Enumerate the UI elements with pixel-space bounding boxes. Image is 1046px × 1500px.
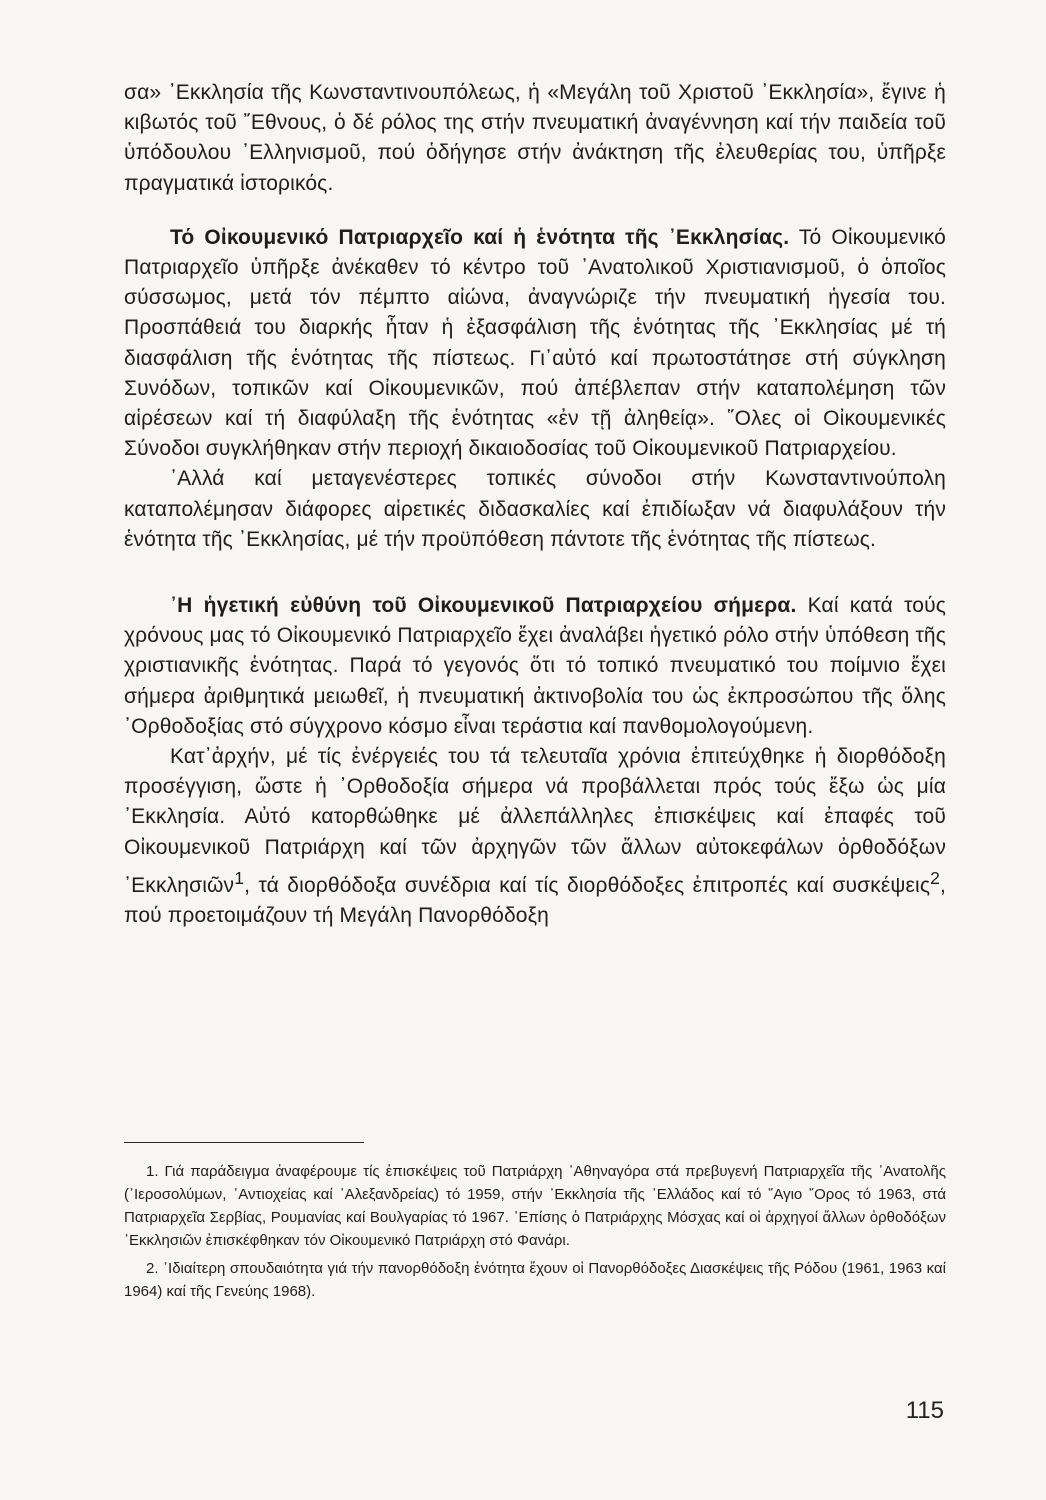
paragraph-leadership-text: Καί κατά τούς χρόνους μας τό Οἰκουμενικό Πατριαρχεῖο ἔχει ἀναλάβει ἡγετικό ρόλο στήν ὑπόθεση τῆς χριστιανικῆς ἑνότητας. Παρά τό γεγονός ὅτι τό τοπικό πνευματικό του ποίμνιο ἔχει σήμερα ἀριθμητικά μειωθεῖ, ἡ πνευματική ἀκτινοβολία του ὡς ἐκπροσώπου τῆς ὅλης ᾿Ορθοδοξίας στό σύγχρονο κόσμο εἶναι τεράστια καί πανθομολογούμενη. — [124, 594, 947, 738]
section-heading-leadership: ᾿Η ἡγετική εὐθύνη τοῦ Οἰκουμενικοῦ Πατριαρχείου σήμερα. — [170, 594, 797, 618]
paragraph-rapprochement — [124, 742, 946, 931]
paragraph-unity-text: Τό Οἰκουμενικό Πατριαρχεῖο ὑπῆρξε ἀνέκαθεν τό κέντρο τοῦ ᾿Ανατολικοῦ Χριστιανισμοῦ, ὁ ὁποῖος σύσσωμος, μετά τόν πέμπτο αἰώνα, ἀναγνώριζε τήν πνευματική ἡγεσία του. Προσπάθειά του διαρκής ἦταν ἡ ἐξασφάλιση τῆς ἑνότητας τῆς ᾿Εκκλησίας μέ τή διασφάλιση τῆς ἑνότητας τῆς πίστεως. Γι᾿αὐτό καί πρωτοστάτησε στή σύγκληση Συνόδων, τοπικῶν καί Οἰκουμενικῶν, πού ἀπέβλεπαν στήν καταπολέμηση τῶν αἱρέσεων καί τή διαφύλαξη τῆς ἑνότητας «ἐν τῇ ἀληθείᾳ». ῞Ολες οἱ Οἰκουμενικές Σύνοδοι συγκλήθηκαν στήν περιοχή δικαιοδοσίας τοῦ Οἰκουμενικοῦ Πατριαρχείου. — [124, 225, 946, 461]
footnote-separator — [124, 1142, 364, 1143]
paragraph-later-synods: ᾿Αλλά καί μεταγενέστερες τοπικές σύνοδοι στήν Κωνσταντινούπολη καταπολέμησαν διάφορες αἱρετικές διδασκαλίες καί ἐπιδίωξαν νά διαφυλάξουν τήν ἑνότητα τῆς ᾿Εκκλησίας, μέ τήν προϋπόθεση πάντοτε τῆς ἑνότητας τῆς πίστεως. — [124, 467, 946, 551]
paragraph-rapprochement-text-c: , πού προετοιμάζουν τή Μεγάλη Πανορθόδοξη — [124, 873, 946, 928]
paragraph-leadership — [124, 591, 946, 742]
paragraph-intro: σα» ᾿Εκκλησία τῆς Κωνσταντινουπόλεως, ἡ «Μεγάλη τοῦ Χριστοῦ ᾿Εκκλησία», ἔγινε ἡ κιβωτός τοῦ ῎Εθνους, ὁ δέ ρόλος της στήν πνευματική ἀναγέννηση καί τήν παιδεία τοῦ ὑπόδουλου ᾿Ελληνισμοῦ, πού ὁδήγησε στήν ἀνάκτηση τῆς ἐλευθερίας του, ὑπῆρξε πραγματικά ἱστορικός. — [124, 81, 946, 195]
main-text — [124, 78, 946, 931]
footnote-ref-1: 1 — [234, 867, 245, 888]
page-number: 115 — [905, 1397, 944, 1424]
footnote-1: 1. Γιά παράδειγμα ἀναφέρουμε τίς ἐπισκέψεις τοῦ Πατριάρχη ᾿Αθηναγόρα στά πρεβυγενή Πατριαρχεῖα τῆς ᾿Ανατολῆς (᾿Ιεροσολύμων, ᾿Αντιοχείας καί ᾿Αλεξανδρείας) τό 1959, στήν ᾿Εκκλησία τῆς ᾿Ελλάδος καί τό ῞Αγιο ῎Ορος τό 1963, στά Πατριαρχεῖα Σερβίας, Ρουμανίας καί Βουλγαρίας τό 1967. ᾿Επίσης ὁ Πατριάρχης Μόσχας καί οἱ ἀρχηγοί ἄλλων ὀρθοδόξων ᾿Εκκλησιῶν ἐπισκέφθηκαν τόν Οἰκουμενικό Πατριάρχη στό Φανάρι. — [124, 1163, 946, 1249]
footnote-2: 2. ᾿Ιδιαίτερη σπουδαιότητα γιά τήν πανορθόδοξη ἑνότητα ἔχουν οἱ Πανορθόδοξες Διασκέψεις τῆς Ρόδου (1961, 1963 καί 1964) καί τῆς Γενεύης 1968). — [124, 1260, 946, 1300]
section-heading-unity: Τό Οἰκουμενικό Πατριαρχεῖο καί ἡ ἑνότητα τῆς ᾿Εκκλησίας. — [170, 225, 790, 249]
paragraph-rapprochement-text-b: , τά διορθόδοξα συνέδρια καί τίς διορθόδοξες ἐπιτροπές καί συσκέψεις — [244, 873, 931, 897]
paragraph-rapprochement-text-a: Κατ᾿ἀρχήν, μέ τίς ἐνέργειές του τά τελευταῖα χρόνια ἐπιτεύχθηκε ἡ διορθόδοξη προσέγγιση, ὥστε ἡ ᾿Ορθοδοξία σήμερα νά προβάλλεται πρός τούς ἔξω ὡς μία ᾿Εκκλησία. Αὐτό κατορθώθηκε μέ ἀλλεπάλληλες ἐπισκέψεις καί ἐπαφές τοῦ Οἰκουμενικοῦ Πατριάρχη καί τῶν ἀρχηγῶν τῶν ἄλλων αὐτοκεφάλων ὀρθοδόξων ᾿Εκκλησιῶν — [124, 745, 946, 897]
paragraph-patriarchate-unity — [124, 223, 946, 465]
footnote-ref-2: 2 — [930, 867, 940, 888]
footnotes — [124, 1160, 946, 1303]
